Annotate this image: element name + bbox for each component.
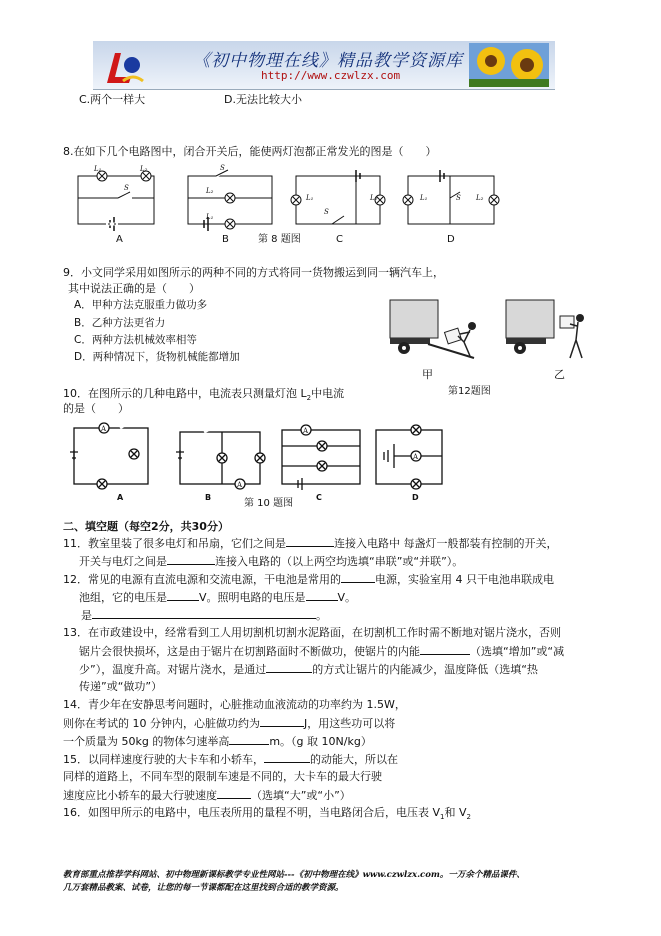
q10-circuit-c	[282, 425, 360, 490]
q15-line-2: 同样的道路上，不同车型的限制车速是不同的，大卡车的最大行驶	[63, 770, 382, 783]
q10-label-d: D	[412, 493, 419, 502]
svg-text:S: S	[456, 194, 461, 202]
footer-line-2: 几万套精品教案、试卷，让您的每一节课都配在这里找到合适的教学资源。	[63, 883, 344, 893]
q9-option-c: C．两种方法机械效率相等	[74, 334, 197, 346]
q8-circuit-d	[403, 170, 499, 224]
q10-caption: 第 10 题图	[244, 498, 294, 509]
sunflower-image	[469, 43, 549, 87]
svg-text:S: S	[324, 208, 329, 216]
q7-option-c: C.两个一样大	[79, 93, 146, 106]
q10-label-a: A	[117, 493, 124, 502]
q9-figure-label-left: 甲	[422, 368, 433, 381]
site-logo	[101, 47, 145, 85]
q12-line-2: 池组，它的电压是 V。照明电路的电压是 V。	[79, 591, 357, 604]
q12-line-3: 是 。	[81, 609, 327, 622]
svg-text:L₁: L₁	[306, 194, 314, 202]
svg-text:L₂: L₂	[206, 187, 214, 195]
q16-line-1: 16．如图甲所示的电路中，电压表所用的量程不明，当电路闭合后，电压表 $V_1$和 $V_2$	[63, 806, 471, 822]
q8-stem: 8.在如下几个电路图中，闭合开关后，能使两灯泡都正常发光的图是（ ）	[63, 145, 437, 158]
answer-blank	[217, 787, 251, 799]
svg-text:L₁: L₁	[206, 213, 214, 221]
q9-caption: 第12题图	[448, 386, 491, 397]
answer-blank	[167, 589, 199, 601]
q10-stem: 10．在图所示的几种电路中，电流表只测量灯泡 $L_2$中电流	[63, 387, 345, 403]
q9-figure-right	[506, 300, 584, 358]
header-banner	[93, 41, 555, 90]
svg-text:A: A	[303, 427, 309, 435]
answer-blank	[420, 643, 470, 655]
svg-text:L₂: L₂	[476, 194, 484, 202]
q13-line-2: 锯片会很快损坏，这是由于锯片在切割路面时不断做功，使锯片的内能 （选填“增加”或“减	[79, 645, 565, 658]
q13-line-1: 13．在市政建设中，经常看到工人用切割机切割水泥路面，在切割机工作时需不断地对锯片浇水，否则	[63, 626, 561, 639]
q8-circuit-a	[78, 171, 154, 231]
q11-line-2: 开关与电灯之间是 连接入电路的（以上两空均选填“串联”或“并联”）。	[79, 555, 464, 568]
q8-caption: 第 8 题图	[258, 234, 301, 245]
q9-option-d: D．两种情况下，货物机械能都增加	[74, 351, 240, 363]
q9-figure-label-right: 乙	[554, 368, 565, 381]
answer-blank	[92, 607, 316, 619]
svg-text:S: S	[124, 184, 129, 192]
q9-option-a: A．甲种方法克服重力做功多	[74, 299, 208, 311]
answer-blank	[306, 589, 338, 601]
q10-circuit-a	[70, 422, 148, 489]
q10-circuit-d	[376, 425, 442, 489]
svg-text:A: A	[101, 425, 107, 433]
q9-option-b: B．乙种方法更省力	[74, 317, 166, 329]
q8-circuit-b	[188, 170, 272, 231]
footer-line-1: 教育部重点推荐学科网站、初中物理新课标教学专业性网站---《初中物理在线》www.czwlzx.com。一万余个精品课件、	[63, 870, 525, 880]
q12-line-1: 12．常见的电源有直流电源和交流电源，干电池是常用的 电源，实验室用 4 只干电池串联成电	[63, 573, 554, 586]
q10-stem-2: 的是（ ）	[63, 402, 129, 415]
svg-text:L₁: L₁	[94, 165, 102, 173]
section2-heading: 二、填空题（每空2分，共30分）	[63, 520, 229, 533]
q14-line-1: 14．青少年在安静思考问题时，心脏推动血液流动的功率约为 1.5W，	[63, 698, 406, 711]
svg-text:A: A	[237, 481, 243, 489]
q15-line-3: 速度应比小轿车的最大行驶速度 （选填“大”或“小”）	[63, 789, 351, 802]
q8-label-c: C	[336, 234, 343, 245]
q9-stem-2: 其中说法正确的是（ ）	[68, 282, 200, 295]
q7-option-d: D.无法比较大小	[224, 93, 302, 106]
svg-text:S: S	[220, 164, 225, 172]
q13-line-4: 传递”或“做功”）	[79, 680, 163, 693]
answer-blank	[286, 535, 334, 547]
svg-text:A: A	[413, 453, 419, 461]
q8-label-d: D	[447, 234, 455, 245]
answer-blank	[341, 571, 375, 583]
q10-circuit-figures	[70, 420, 445, 496]
answer-blank	[167, 553, 215, 565]
answer-blank	[229, 733, 269, 745]
q8-label-a: A	[116, 234, 123, 245]
answer-blank	[266, 661, 312, 673]
header-title: 《初中物理在线》精品教学资源库	[193, 51, 463, 71]
q10-label-b: B	[205, 493, 212, 502]
q11-line-1: 11．教室里装了很多电灯和吊扇，它们之间是 连接入电路中 每盏灯一般都装有控制的开关，	[63, 537, 558, 550]
q9-truck-figures	[388, 296, 598, 364]
q8-label-b: B	[222, 234, 229, 245]
q9-figure-left	[390, 300, 476, 358]
svg-text:L₂: L₂	[370, 194, 378, 202]
q9-stem: 9．小文同学采用如图所示的两种不同的方式将同一货物搬运到同一辆汽车上，	[63, 266, 444, 279]
header-url: http://www.czwlzx.com	[261, 69, 401, 82]
q14-line-2: 则你在考试的 10 分钟内，心脏做功约为 J，用这些功可以将	[63, 717, 396, 730]
q15-line-1: 15．以同样速度行驶的大卡车和小轿车， 的动能大，所以在	[63, 753, 398, 766]
svg-text:L₁: L₁	[420, 194, 428, 202]
q13-line-3: 少”），温度升高。对锯片浇水，是通过 的方式让锯片的内能减少，温度降低（选填“热	[79, 663, 538, 676]
svg-text:L₂: L₂	[140, 165, 148, 173]
q14-line-3: 一个质量为 50kg 的物体匀速举高 m。（g 取 10N/kg）	[63, 735, 372, 748]
q10-circuit-b	[176, 426, 265, 489]
q10-label-c: C	[316, 493, 322, 502]
answer-blank	[260, 715, 304, 727]
answer-blank	[264, 751, 310, 763]
